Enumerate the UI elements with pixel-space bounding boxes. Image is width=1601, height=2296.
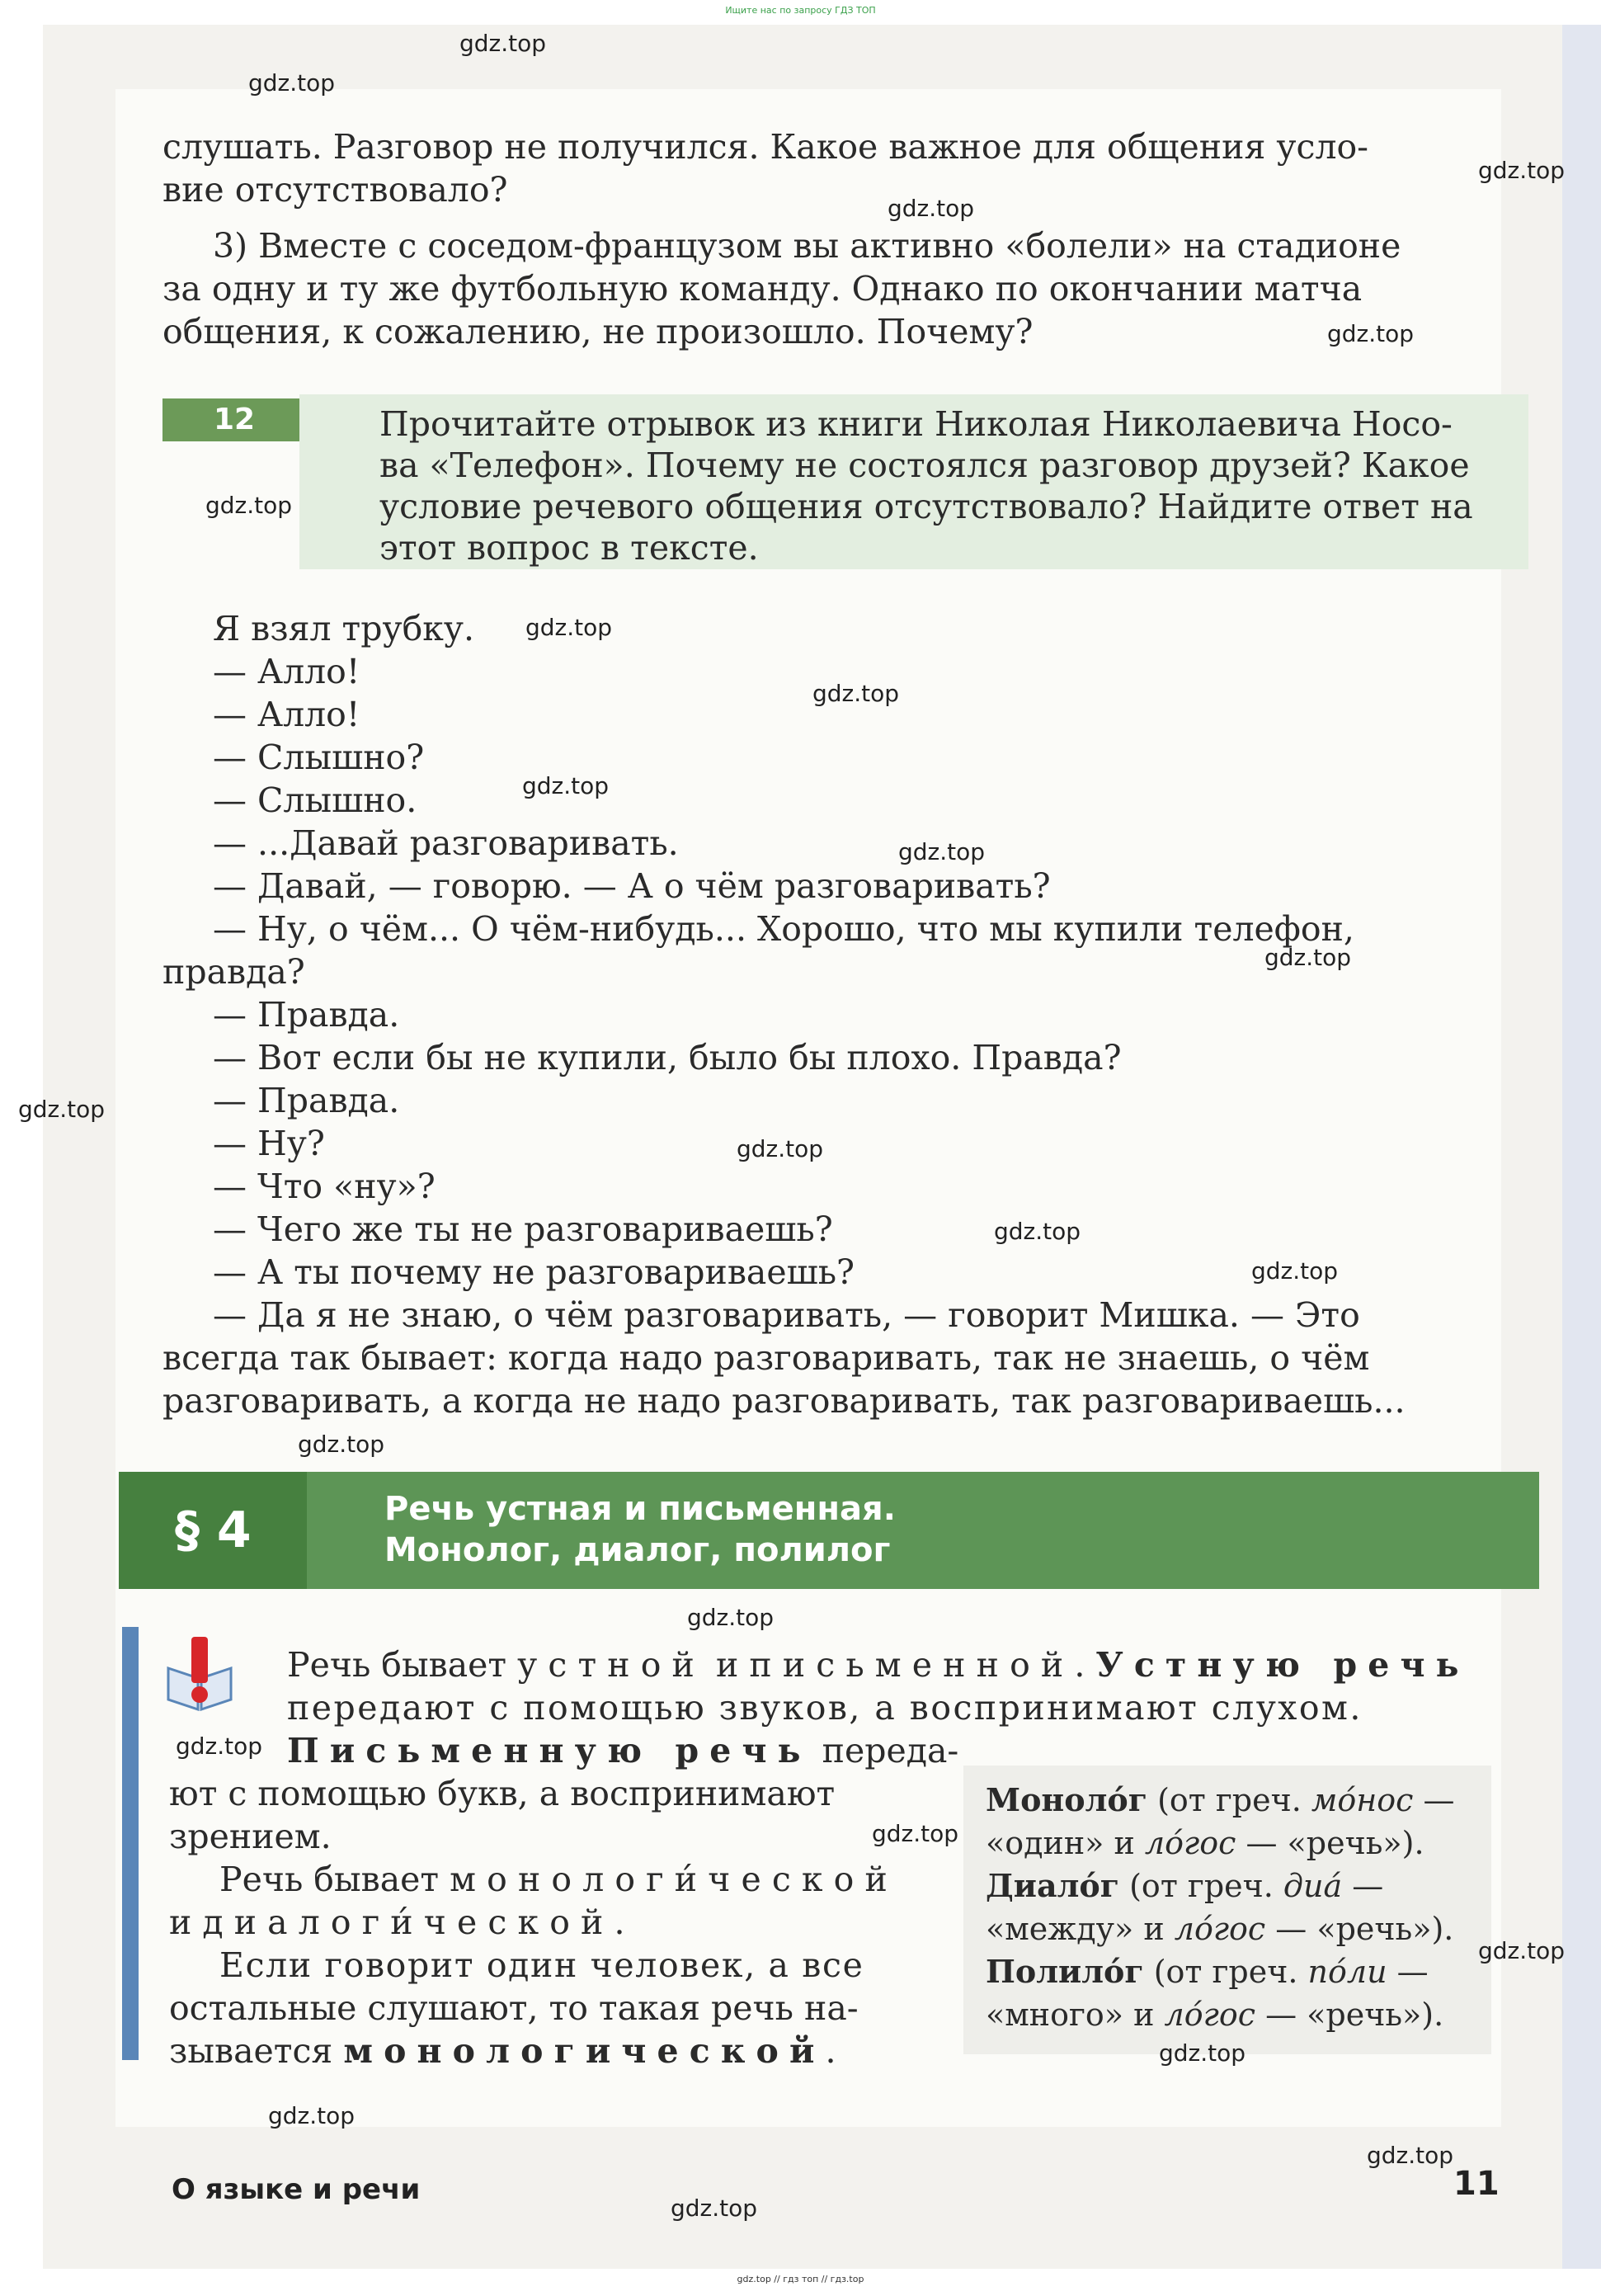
dialogue-line: — Правда.: [213, 995, 400, 1035]
watermark: gdz.top: [205, 492, 293, 519]
watermark: gdz.top: [459, 30, 547, 57]
dialogue-line: — Чего же ты не разговариваешь?: [213, 1209, 833, 1249]
dialogue-line: — Правда.: [213, 1081, 400, 1120]
watermark: gdz.top: [1264, 944, 1352, 971]
watermark: gdz.top: [18, 1096, 106, 1123]
glossary-line: Полило́г (от греч. по́ли —: [986, 1953, 1429, 1990]
rule-accent-bar: [122, 1627, 139, 2060]
intro-line: вие отсутствовало?: [162, 170, 508, 210]
section-title: Монолог, диалог, полилог: [384, 1531, 891, 1569]
intro-line: общения, к сожалению, не произошло. Почему?: [162, 312, 1034, 351]
rule-line: зывается монологической.: [169, 2031, 836, 2071]
watermark: gdz.top: [1327, 320, 1415, 347]
dialogue-line: всегда так бывает: когда надо разговаривать, так не знаешь, о чём: [162, 1338, 1370, 1378]
intro-line: 3) Вместе с соседом-французом вы активно «болели» на стадионе: [213, 226, 1401, 266]
watermark: gdz.top: [1251, 1257, 1339, 1285]
rule-line: остальные слушают, то такая речь на-: [169, 1988, 859, 2028]
dialogue-line: — Давай, — говорю. — А о чём разговаривать?: [213, 866, 1051, 906]
intro-line: слушать. Разговор не получился. Какое важное для общения усло-: [162, 127, 1369, 167]
watermark: gdz.top: [994, 1218, 1081, 1245]
watermark: gdz.top: [1367, 2142, 1454, 2169]
dialogue-line: разговаривать, а когда не надо разговаривать, так разговариваешь...: [162, 1381, 1406, 1421]
task-text-line: Прочитайте отрывок из книги Николая Николаевича Носо-: [379, 404, 1453, 444]
intro-line: за одну и ту же футбольную команду. Однако по окончании матча: [162, 269, 1363, 309]
rule-line: Речь бывает монологи́ческой: [219, 1860, 898, 1899]
watermark: gdz.top: [687, 1604, 775, 1631]
rule-line: передают с помощью звуков, а воспринимают слухом.: [287, 1688, 1363, 1728]
watermark: gdz.top: [812, 680, 900, 707]
watermark: gdz.top: [248, 69, 336, 97]
glossary-line: «между» и ло́гос — «речь»).: [986, 1911, 1454, 1947]
page-edge: [1562, 25, 1601, 2269]
rule-line: Если говорит один человек, а все: [219, 1945, 864, 1985]
dialogue-line: — Ну?: [213, 1124, 325, 1163]
rule-line: зрением.: [169, 1817, 332, 1856]
section-number: § 4: [175, 1502, 252, 1559]
glossary-line: Моноло́г (от греч. мо́нос —: [986, 1781, 1455, 1818]
page-number: 11: [1453, 2165, 1500, 2203]
book-exclamation-icon: [165, 1635, 234, 1711]
top-note[interactable]: Ищите нас по запросу ГДЗ ТОП: [725, 5, 876, 16]
watermark: gdz.top: [298, 1431, 385, 1458]
section-title: Речь устная и письменная.: [384, 1490, 896, 1528]
dialogue-line: Я взял трубку.: [213, 609, 475, 648]
dialogue-line: правда?: [162, 952, 305, 992]
dialogue-line: — А ты почему не разговариваешь?: [213, 1252, 855, 1292]
footer-section-name: О языке и речи: [172, 2173, 421, 2206]
rule-line: Речь бывает устной и письменной. Устную речь: [287, 1645, 1470, 1685]
watermark: gdz.top: [176, 1733, 263, 1760]
dialogue-line: — Слышно.: [213, 780, 417, 820]
watermark: gdz.top: [872, 1820, 959, 1847]
task-text-line: ва «Телефон». Почему не состоялся разговор друзей? Какое: [379, 446, 1470, 485]
task-text-line: этот вопрос в тексте.: [379, 528, 759, 568]
watermark: gdz.top: [1159, 2039, 1246, 2067]
glossary-line: Диало́г (от греч. диа́ —: [986, 1867, 1384, 1904]
dialogue-line: — Да я не знаю, о чём разговаривать, — говорит Мишка. — Это: [213, 1295, 1360, 1335]
rule-line: Письменную речь переда-: [287, 1731, 959, 1770]
watermark: gdz.top: [1478, 157, 1566, 184]
dialogue-line: — ...Давай разговаривать.: [213, 823, 679, 863]
dialogue-line: — Что «ну»?: [213, 1167, 436, 1206]
watermark: gdz.top: [671, 2195, 758, 2222]
dialogue-line: — Слышно?: [213, 738, 425, 777]
dialogue-line: — Алло!: [213, 695, 360, 734]
watermark: gdz.top: [898, 838, 986, 865]
rule-line: и диалоги́ческой.: [169, 1902, 625, 1942]
bottom-note[interactable]: gdz.top // гдз топ // гдз.top: [737, 2274, 864, 2284]
task-number: 12: [162, 398, 299, 441]
glossary-line: «много» и ло́гос — «речь»).: [986, 1997, 1444, 2033]
dialogue-line: — Ну, о чём... О чём-нибудь... Хорошо, что мы купили телефон,: [213, 909, 1354, 949]
dialogue-line: — Алло!: [213, 652, 360, 691]
glossary-line: «один» и ло́гос — «речь»).: [986, 1825, 1424, 1861]
watermark: gdz.top: [737, 1135, 824, 1162]
rule-line: ют с помощью букв, а воспринимают: [169, 1774, 836, 1813]
watermark: gdz.top: [525, 614, 613, 641]
watermark: gdz.top: [268, 2102, 356, 2129]
dialogue-line: — Вот если бы не купили, было бы плохо. Правда?: [213, 1038, 1122, 1077]
watermark: gdz.top: [888, 195, 975, 222]
task-text-line: условие речевого общения отсутствовало? Найдите ответ на: [379, 487, 1473, 526]
watermark: gdz.top: [1478, 1937, 1566, 1964]
watermark: gdz.top: [522, 772, 610, 799]
